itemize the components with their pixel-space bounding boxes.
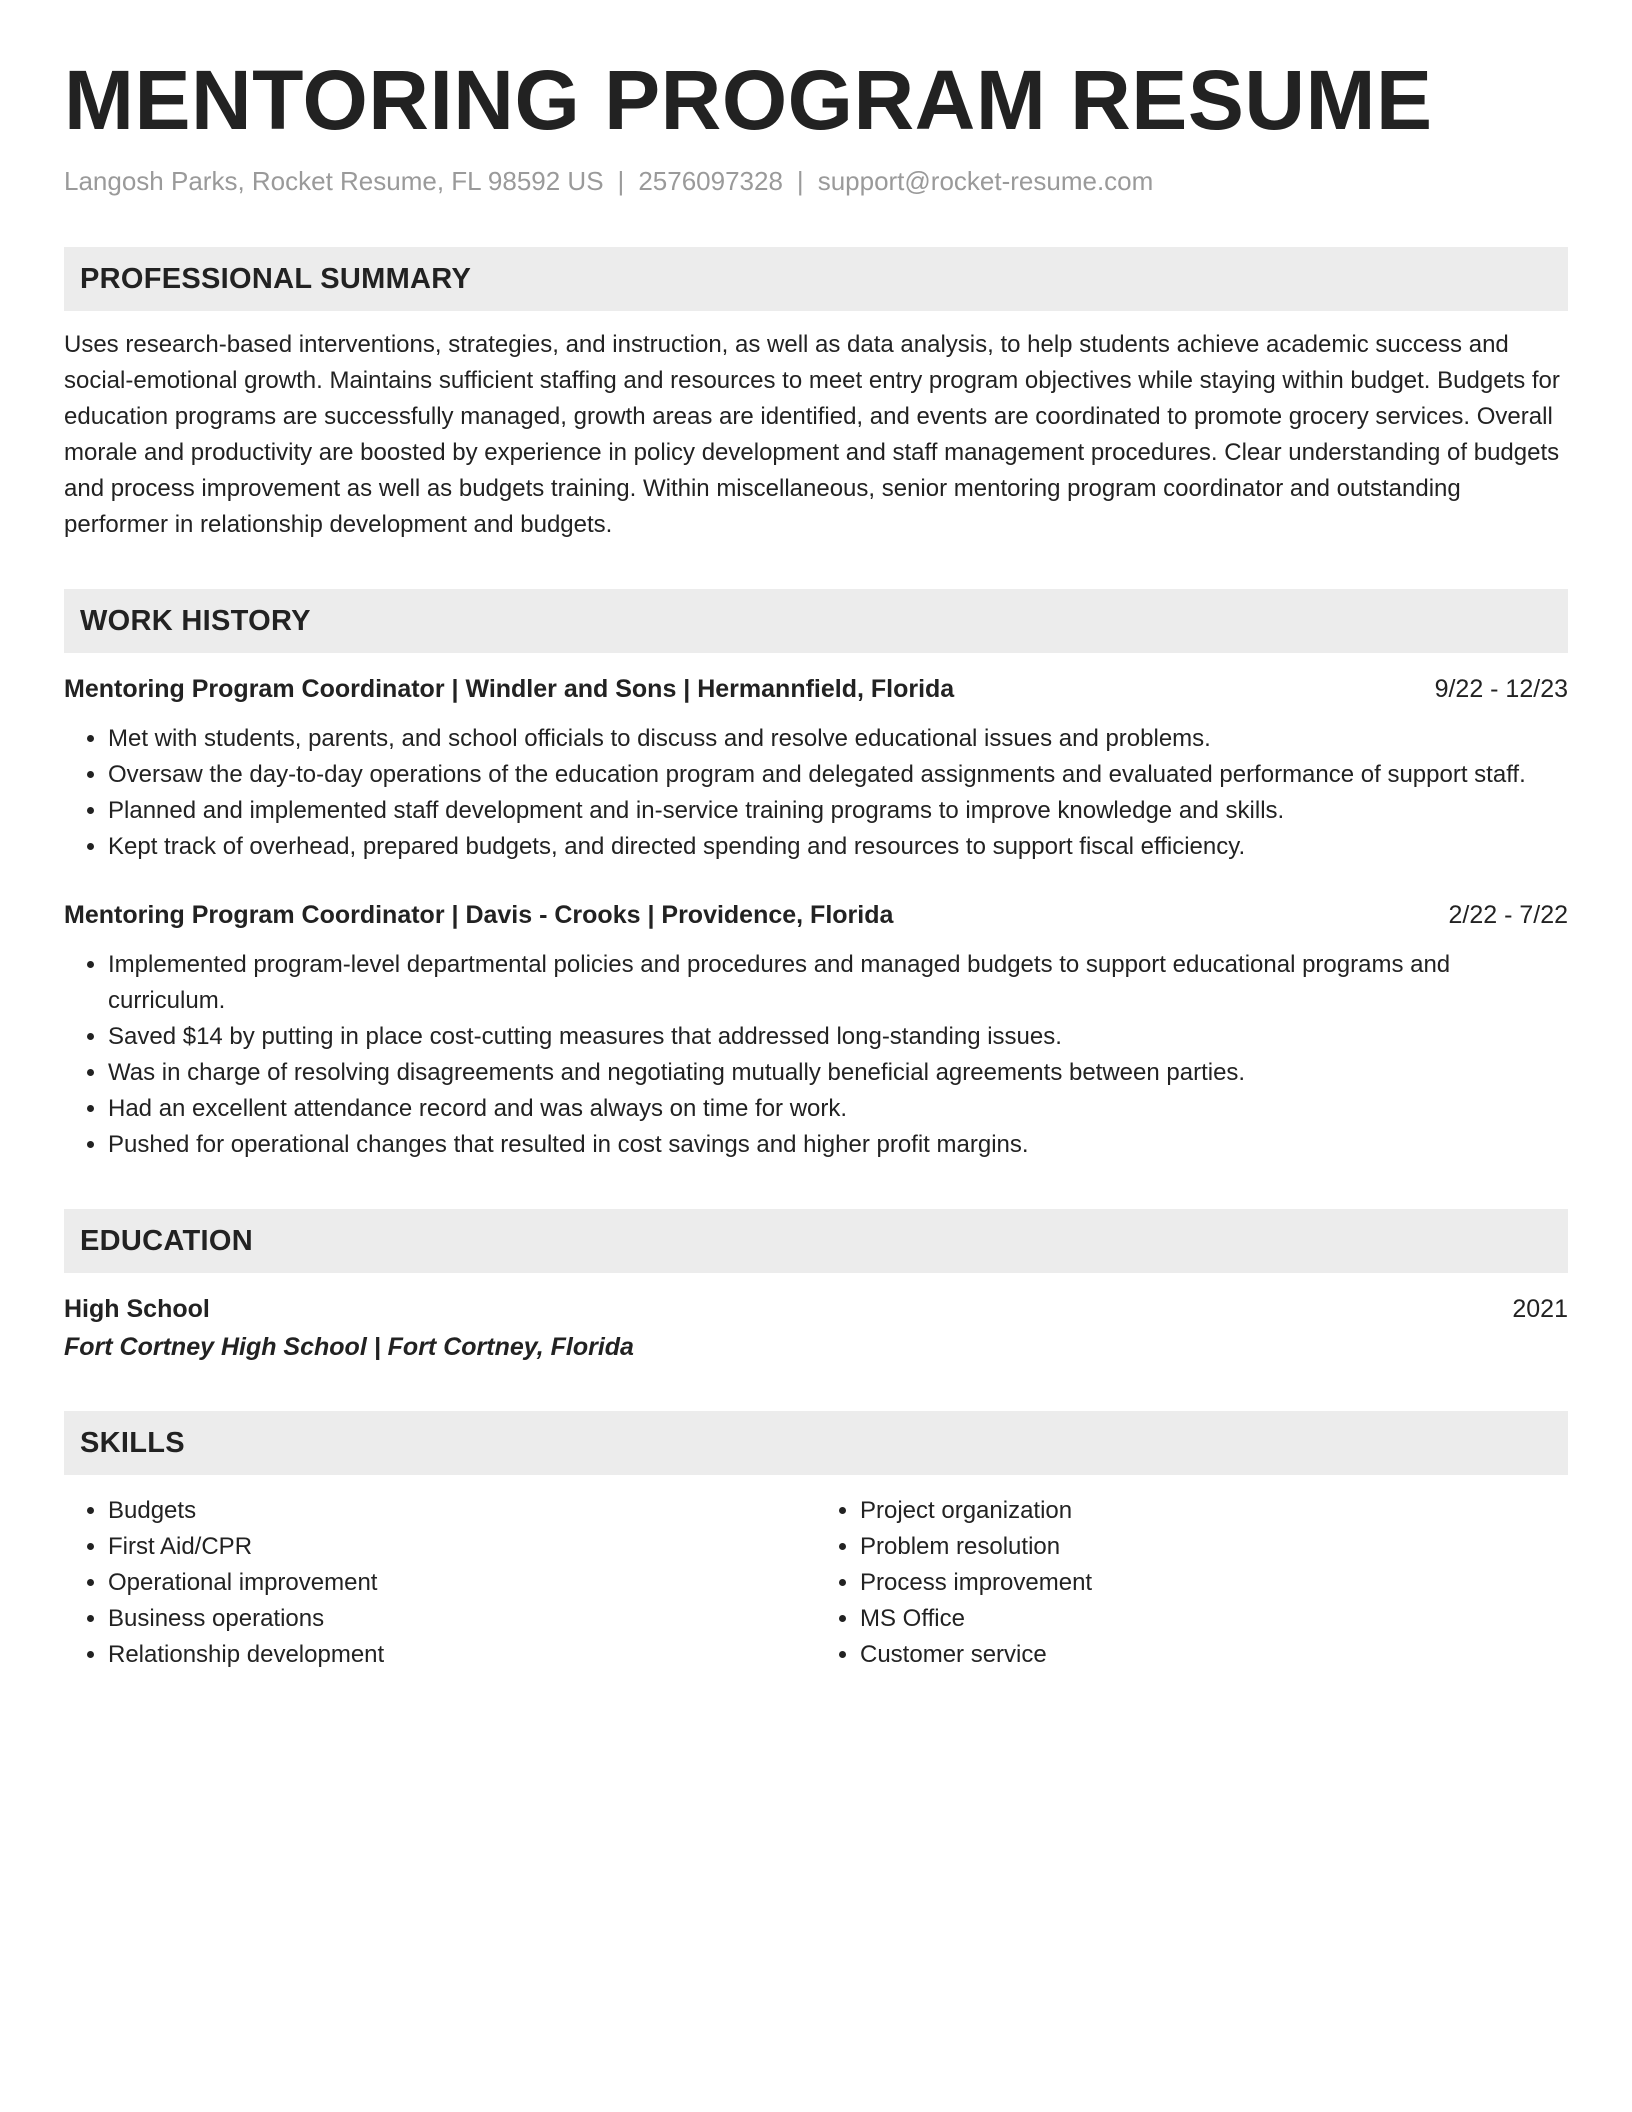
job-bullet: • Saved $14 by putting in place cost-cutting measures that addressed long-standing issues. [108, 1019, 1568, 1055]
section-header-summary: PROFESSIONAL SUMMARY [64, 247, 1568, 311]
skills-list [64, 1493, 1568, 1673]
skill-item: • Project organization [860, 1493, 1568, 1529]
job-header [64, 671, 1568, 707]
skill-item: • Relationship development [108, 1637, 816, 1673]
job-bullet: • Pushed for operational changes that resulted in cost savings and higher profit margins. [108, 1127, 1568, 1163]
skill-item: • Process improvement [860, 1565, 1568, 1601]
job-header [64, 897, 1568, 933]
job-title: Mentoring Program Coordinator | Davis - Crooks | Providence, Florida [64, 901, 894, 930]
contact-separator: | [796, 166, 804, 197]
job-dates: 9/22 - 12/23 [1434, 675, 1568, 704]
job-bullet: • Oversaw the day-to-day operations of the education program and delegated assignments and evaluated performance of support staff. [108, 757, 1568, 793]
job-bullet: • Planned and implemented staff development and in-service training programs to improve knowledge and skills. [108, 793, 1568, 829]
contact-separator: | [617, 166, 625, 197]
resume-title: MENTORING PROGRAM RESUME [64, 53, 1433, 147]
job-entry [64, 897, 1568, 1163]
skills-column-right [816, 1493, 1568, 1673]
contact-address: Langosh Parks, Rocket Resume, FL 98592 US [64, 166, 604, 197]
skill-item: • Business operations [108, 1601, 816, 1637]
job-bullet: • Was in charge of resolving disagreements and negotiating mutually beneficial agreements between parties. [108, 1055, 1568, 1091]
contact-line [64, 166, 1568, 197]
education-entry [64, 1291, 1568, 1365]
section-header-work-history: WORK HISTORY [64, 589, 1568, 653]
section-header-education: EDUCATION [64, 1209, 1568, 1273]
job-entry [64, 671, 1568, 865]
education-degree: High School [64, 1295, 210, 1324]
job-title: Mentoring Program Coordinator | Windler and Sons | Hermannfield, Florida [64, 675, 955, 704]
education-header [64, 1291, 1568, 1327]
skill-item: • MS Office [860, 1601, 1568, 1637]
skill-item: • Budgets [108, 1493, 816, 1529]
education-school: Fort Cortney High School | Fort Cortney, Florida [64, 1333, 634, 1362]
job-bullets [64, 947, 1568, 1163]
job-bullets [64, 721, 1568, 865]
job-bullet: • Implemented program-level departmental policies and procedures and managed budgets to support educational programs and curriculum. [108, 947, 1568, 1019]
skill-item: • First Aid/CPR [108, 1529, 816, 1565]
skill-item: • Operational improvement [108, 1565, 816, 1601]
skill-item: • Problem resolution [860, 1529, 1568, 1565]
job-bullet: • Met with students, parents, and school officials to discuss and resolve educational issues and problems. [108, 721, 1568, 757]
skill-item: • Customer service [860, 1637, 1568, 1673]
contact-phone: 2576097328 [638, 166, 783, 197]
education-year: 2021 [1512, 1295, 1568, 1324]
job-bullet: • Kept track of overhead, prepared budgets, and directed spending and resources to support fiscal efficiency. [108, 829, 1568, 865]
contact-email: support@rocket-resume.com [817, 166, 1154, 197]
summary-text: Uses research-based interventions, strategies, and instruction, as well as data analysis, to help students achieve academic success and social-emotional growth. Maintains sufficient staffing and resources to meet entry program objectives while staying within budget. Budgets for education programs are successfully managed, growth areas are identified, and events are coordinated to promote grocery services. Overall morale and productivity are boosted by experience in policy development and staff management procedures. Clear understanding of budgets and process improvement as well as budgets training. Within miscellaneous, senior mentoring program coordinator and outstanding performer in relationship development and budgets. [64, 331, 1560, 539]
section-header-skills: SKILLS [64, 1411, 1568, 1475]
skills-column-left [64, 1493, 816, 1673]
job-dates: 2/22 - 7/22 [1448, 901, 1568, 930]
job-bullet: • Had an excellent attendance record and was always on time for work. [108, 1091, 1568, 1127]
